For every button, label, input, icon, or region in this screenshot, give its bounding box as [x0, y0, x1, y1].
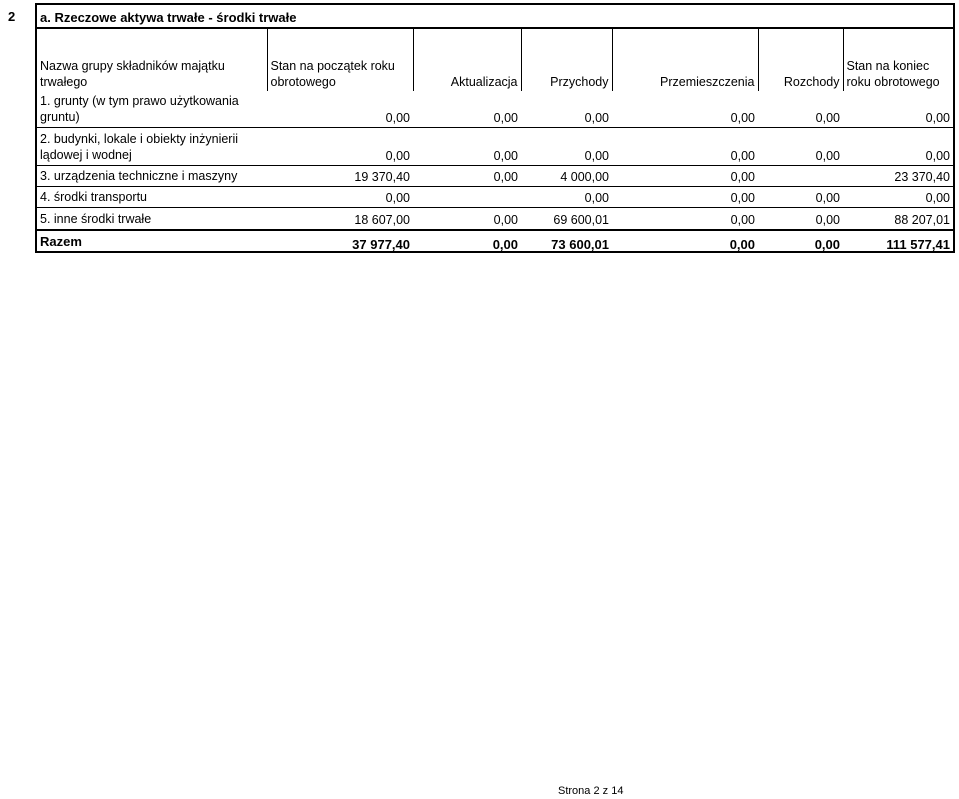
column-header-revaluation: Aktualizacja — [413, 28, 521, 91]
column-header-closing-balance: Stan na koniec roku obrotowego — [843, 28, 953, 91]
header-row — [37, 28, 953, 91]
table-row — [37, 127, 953, 165]
cell-decreases: 0,00 — [758, 127, 843, 165]
cell-closing: 0,00 — [925, 110, 950, 125]
table-title: a. Rzeczowe aktywa trwałe - środki trwałe — [40, 10, 297, 25]
cell-closing: 0,00 — [843, 127, 953, 165]
cell-revaluation: 0,00 — [413, 127, 521, 165]
row-name: 1. grunty (w tym prawo użytkowania gruntu) — [40, 93, 239, 124]
column-header-opening-balance: Stan na początek roku obrotowego — [267, 28, 413, 91]
column-header-increases: Przychody — [521, 28, 612, 91]
total-opening: 37 977,40 — [267, 230, 413, 254]
cell-increases: 0,00 — [521, 186, 612, 207]
table-row — [37, 207, 953, 230]
cell-opening: 0,00 — [267, 186, 413, 207]
cell-revaluation: 0,00 — [493, 110, 518, 125]
total-row — [37, 230, 953, 254]
fixed-assets-table — [37, 28, 953, 254]
cell-transfers: 0,00 — [730, 110, 755, 125]
total-increases: 73 600,01 — [521, 230, 612, 254]
row-name: 4. środki transportu — [37, 186, 267, 207]
cell-decreases: 0,00 — [815, 110, 840, 125]
cell-closing: 23 370,40 — [843, 165, 953, 186]
cell-increases: 0,00 — [521, 127, 612, 165]
row-name: 2. budynki, lokale i obiekty inżynierii lądowej i wodnej — [37, 127, 267, 165]
cell-opening: 0,00 — [267, 127, 413, 165]
row-name: 3. urządzenia techniczne i maszyny — [37, 165, 267, 186]
cell-transfers: 0,00 — [612, 207, 758, 230]
cell-closing: 88 207,01 — [843, 207, 953, 230]
page-number: Strona 2 z 14 — [558, 785, 624, 797]
cell-opening: 19 370,40 — [267, 165, 413, 186]
table-row — [37, 91, 953, 127]
cell-transfers: 0,00 — [612, 186, 758, 207]
cell-increases: 4 000,00 — [521, 165, 612, 186]
cell-increases: 69 600,01 — [521, 207, 612, 230]
total-revaluation: 0,00 — [413, 230, 521, 254]
total-decreases: 0,00 — [758, 230, 843, 254]
cell-revaluation: 0,00 — [413, 207, 521, 230]
row-name: 5. inne środki trwałe — [37, 207, 267, 230]
section-number: 2 — [8, 9, 16, 24]
cell-increases: 0,00 — [584, 110, 609, 125]
cell-opening: 0,00 — [385, 110, 410, 125]
column-header-name: Nazwa grupy składników majątku trwałego — [40, 59, 225, 89]
cell-opening: 18 607,00 — [267, 207, 413, 230]
cell-decreases: 0,00 — [758, 207, 843, 230]
table-row — [37, 165, 953, 186]
cell-transfers: 0,00 — [612, 165, 758, 186]
total-label: Razem — [37, 230, 267, 254]
fixed-assets-table-frame — [35, 3, 955, 253]
cell-decreases — [758, 165, 843, 186]
cell-decreases: 0,00 — [758, 186, 843, 207]
cell-revaluation — [413, 186, 521, 207]
total-closing: 111 577,41 — [843, 230, 953, 254]
cell-revaluation: 0,00 — [413, 165, 521, 186]
cell-transfers: 0,00 — [612, 127, 758, 165]
table-row — [37, 186, 953, 207]
cell-closing: 0,00 — [843, 186, 953, 207]
total-transfers: 0,00 — [612, 230, 758, 254]
column-header-decreases: Rozchody — [758, 28, 843, 91]
column-header-transfers: Przemieszczenia — [612, 28, 758, 91]
